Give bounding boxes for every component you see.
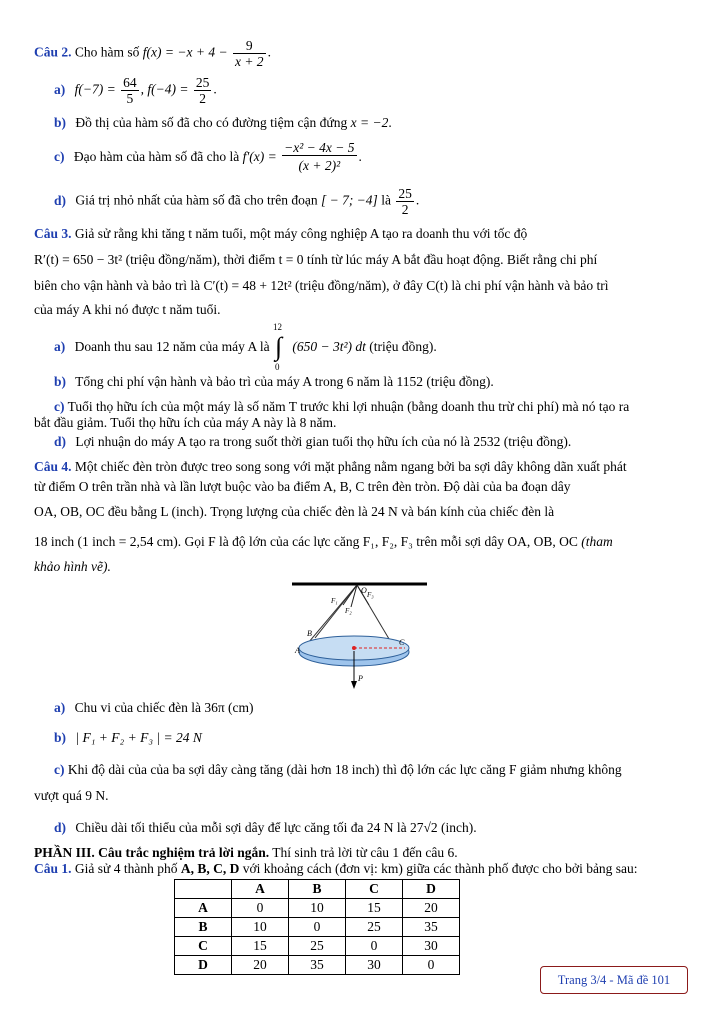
table-cell: 0 — [403, 956, 460, 975]
p3q1-cities: A, B, C, D — [180, 861, 240, 876]
table-header-cell: D — [403, 880, 460, 899]
q4-line3: OA, OB, OC đều bằng L (inch). Trọng lượng của chiếc đèn là 24 N và bán kính của chiếc đèn là — [34, 504, 555, 519]
integral-sign: 12 ∫ 0 — [272, 321, 283, 372]
q3-line1-text: Giả sử rằng khi tăng t năm tuổi, một máy công nghiệp A tạo ra doanh thu với tốc độ — [74, 226, 528, 241]
q2-func-den: x + 2 — [234, 54, 264, 69]
q2-func-frac — [233, 38, 266, 69]
q2-c-num: −x² − 4x − 5 — [284, 140, 355, 155]
q4-c-line1 — [34, 757, 689, 783]
q2-a-text2: , f(−4) = — [140, 81, 189, 97]
q4-b-label: b) — [54, 730, 67, 745]
q4-a-text: Chu vi của chiếc đèn là 36π (cm) — [74, 700, 254, 715]
label-o: O — [360, 586, 367, 595]
table-cell: 30 — [346, 956, 403, 975]
q4-line4 — [34, 527, 689, 557]
label-f1: F₁ — [330, 597, 338, 605]
q4-line1-text: Một chiếc đèn tròn được treo song song với mặt phẳng nằm ngang bởi ba sợi dây không dãn xuất phát — [74, 459, 627, 474]
table-cell: 25 — [346, 918, 403, 937]
table-row — [175, 918, 460, 937]
p3q1-text-after: với khoảng cách (đơn vị: km) giữa các thành phố được cho bởi bảng sau: — [242, 861, 638, 876]
label-c: C — [398, 638, 404, 647]
q3-c-line2: bắt đầu giảm. Tuổi thọ hữu ích của máy A này là 8 năm. — [34, 415, 337, 430]
q2-func-num: 9 — [233, 38, 266, 54]
p3q1-stem — [34, 861, 689, 877]
q4-d-label: d) — [54, 820, 67, 835]
table-row-head: A — [175, 899, 232, 918]
q2-a-label: a) — [54, 81, 66, 97]
q3-d-label: d) — [54, 434, 67, 449]
label-p: P — [357, 674, 363, 683]
q4-d-text: Chiều dài tối thiểu của mỗi sợi dây để lực căng tối đa 24 N là 27√2 (inch). — [75, 820, 477, 835]
q3-line4: của máy A khi nó được t năm tuổi. — [34, 302, 221, 317]
table-row — [175, 937, 460, 956]
table-cell: 0 — [289, 918, 346, 937]
q4-option-a — [54, 697, 689, 719]
part3-instruction: Thí sinh trả lời từ câu 1 đến câu 6. — [272, 845, 458, 860]
part3-title: PHẦN III. Câu trắc nghiệm trả lời ngắn. — [34, 845, 270, 860]
table-header-row — [175, 880, 460, 899]
q2-d-interval: [ − 7; −4] — [320, 192, 378, 208]
table-header-cell: B — [289, 880, 346, 899]
q4-line2: từ điểm O trên trần nhà và lần lượt buộc vào ba điểm A, B, C trên đèn tròn. Độ dài của ba đoạn dây — [34, 479, 571, 494]
q3-c-text1: Tuổi thọ hữu ích của một máy là số năm T trước khi lợi nhuận (bằng doanh thu trừ chi phí) mà nó tạo ra — [67, 399, 630, 414]
q2-a-text1: f(−7) = — [74, 81, 116, 97]
q2-option-a: a) f(−7) = $\frac{64}{5}$ , f(−4) = $\frac{25}{2}$ . — [54, 75, 217, 106]
q2-a-den2: 2 — [199, 91, 206, 106]
table-cell: 30 — [403, 937, 460, 956]
q3-d-text: Lợi nhuận do máy A tạo ra trong suốt thời gian tuổi thọ hữu ích của nó là 2532 (triệu đồng). — [75, 434, 572, 449]
q4-line5 — [34, 557, 689, 577]
q2-d-num: 25 — [398, 186, 412, 201]
table-row-head: C — [175, 937, 232, 956]
q2-c-text: Đạo hàm của hàm số đã cho là — [73, 149, 240, 165]
q4-option-d — [54, 817, 689, 839]
q4-line4-text: 18 inch (1 inch = 2,54 cm). Gọi F là độ lớn của các lực căng F₁, F₂, F₃ trên mỗi sợi dây OA, OB, OC — [34, 534, 578, 549]
p3q1-text-before: Giả sử 4 thành phố — [74, 861, 178, 876]
q2-d-den: 2 — [401, 202, 409, 217]
q3-option-a — [54, 321, 689, 372]
table-header-cell: A — [232, 880, 289, 899]
q4-head: Câu 4. — [34, 459, 72, 474]
table-row — [175, 956, 460, 975]
distance-table — [174, 879, 460, 975]
q2-a-frac2 — [194, 75, 212, 106]
q2-a-num1: 64 — [123, 75, 137, 90]
q4-line5-text: khảo hình vẽ). — [34, 559, 111, 574]
q3-a-upper: 12 — [272, 321, 282, 332]
q3-option-c — [34, 399, 689, 431]
q2-a-num2: 25 — [195, 75, 210, 90]
q2-func: f(x) = −x + 4 − — [142, 44, 228, 60]
lamp-figure — [287, 581, 437, 693]
center-dot — [352, 646, 356, 650]
q3-head: Câu 3. — [34, 226, 72, 241]
table-row-head: B — [175, 918, 232, 937]
q4-stem — [34, 457, 689, 577]
q3-a-text: Doanh thu sau 12 năm của máy A là — [74, 339, 270, 354]
q2-c-frac — [282, 140, 356, 176]
q4-line1 — [34, 457, 689, 477]
force-f1 — [343, 585, 357, 605]
table-header-cell: C — [346, 880, 403, 899]
part3-heading — [34, 845, 689, 861]
table-cell: 35 — [289, 956, 346, 975]
q3-line2: R′(t) = 650 − 3t² (triệu đồng/năm), thời điểm t = 0 tính từ lúc máy A bắt đầu hoạt động. Biết rằng chi phí — [34, 252, 598, 267]
table-row-head: D — [175, 956, 232, 975]
q2-c-math: f′(x) = — [242, 149, 277, 165]
q2-head: Câu 2. — [34, 44, 72, 60]
q4-c-label: c) — [54, 762, 65, 777]
table-cell: 20 — [232, 956, 289, 975]
q2-intro: Cho hàm số — [74, 44, 140, 60]
q3-c-line1 — [34, 399, 689, 415]
table-cell: 35 — [403, 918, 460, 937]
q3-a-label: a) — [54, 339, 66, 354]
q4-c-text1: Khi độ dài của của ba sợi dây càng tăng (dài hơn 18 inch) thì độ lớn các lực căng F giảm nhưng không — [67, 762, 622, 777]
table-row — [175, 899, 460, 918]
label-a: A — [294, 646, 300, 655]
q2-c-label: c) — [54, 149, 65, 165]
q3-c-label: c) — [54, 399, 65, 414]
q3-b-text: Tổng chi phí vận hành và bảo trì của máy A trong 6 năm là 1152 (triệu đồng). — [75, 374, 494, 389]
q2-b-text: Đồ thị của hàm số đã cho có đường tiệm cận đứng — [75, 115, 348, 130]
q2-a-den1: 5 — [126, 91, 134, 106]
q3-option-d — [54, 431, 689, 453]
q2-c-den: (x + 2)² — [298, 158, 341, 173]
table-cell: 25 — [289, 937, 346, 956]
q2-option-d: d) Giá trị nhỏ nhất của hàm số đã cho trên đoạn [ − 7; −4] là $\frac{25}{2}$ . — [54, 186, 420, 217]
table-cell: 15 — [346, 899, 403, 918]
q3-stem — [34, 221, 689, 321]
q3-a-integrand: (650 − 3t²) dt — [292, 339, 366, 354]
table-cell: 0 — [232, 899, 289, 918]
label-b: B — [306, 629, 312, 638]
q3-line1 — [34, 221, 689, 247]
label-f2: F₂ — [344, 607, 352, 615]
exam-page — [34, 38, 689, 975]
q2-d-text: Giá trị nhỏ nhất của hàm số đã cho trên đoạn — [75, 192, 318, 208]
q4-option-c — [34, 757, 689, 809]
table-cell: 15 — [232, 937, 289, 956]
label-f3: F₃ — [366, 591, 374, 599]
table-cell: 10 — [289, 899, 346, 918]
q2-d-la: là — [381, 192, 391, 208]
q2-option-c: c) Đạo hàm của hàm số đã cho là f′(x) = $\frac{\text{−x² − 4x − 5}}{\text{(x + 2)²}}$ . — [54, 140, 689, 176]
q2-d-label: d) — [54, 192, 67, 208]
q2-b-label: b) — [54, 115, 67, 130]
q2-d-frac — [396, 186, 414, 217]
q2-option-b: b) Đồ thị của hàm số đã cho có đường tiệm cận đứng x = −2. — [54, 115, 392, 130]
page-footer: Trang 3/4 - Mã đề 101 — [540, 966, 688, 994]
q3-b-label: b) — [54, 374, 67, 389]
q3-a-lower: 0 — [274, 361, 280, 372]
q3-line3: biên cho vận hành và bảo trì là C′(t) = 48 + 12t² (triệu đồng/năm), ở đây C(t) là chi phí vận hành và bảo trì — [34, 278, 609, 293]
q3-a-unit: (triệu đồng). — [369, 339, 437, 354]
q2-stem: Câu 2. Cho hàm số f(x) = −x + 4 − $\frac{9}{x + 2}$ . — [34, 38, 271, 69]
table-cell: 10 — [232, 918, 289, 937]
q2-a-frac1 — [121, 75, 139, 106]
q4-line4-italic: (tham — [581, 534, 613, 549]
q2-b-math: x = −2 — [350, 115, 389, 130]
weight-arrowhead — [351, 681, 357, 689]
q4-c-line2: vượt quá 9 N. — [34, 788, 109, 803]
table-header-cell — [175, 880, 232, 899]
p3q1-head: Câu 1. — [34, 861, 72, 876]
table-cell: 0 — [346, 937, 403, 956]
table-cell: 20 — [403, 899, 460, 918]
q4-a-label: a) — [54, 700, 66, 715]
q4-option-b — [54, 727, 689, 749]
q4-b-text: | F₁ + F₂ + F₃ | = 24 N — [75, 730, 202, 745]
q3-option-b — [54, 371, 689, 393]
